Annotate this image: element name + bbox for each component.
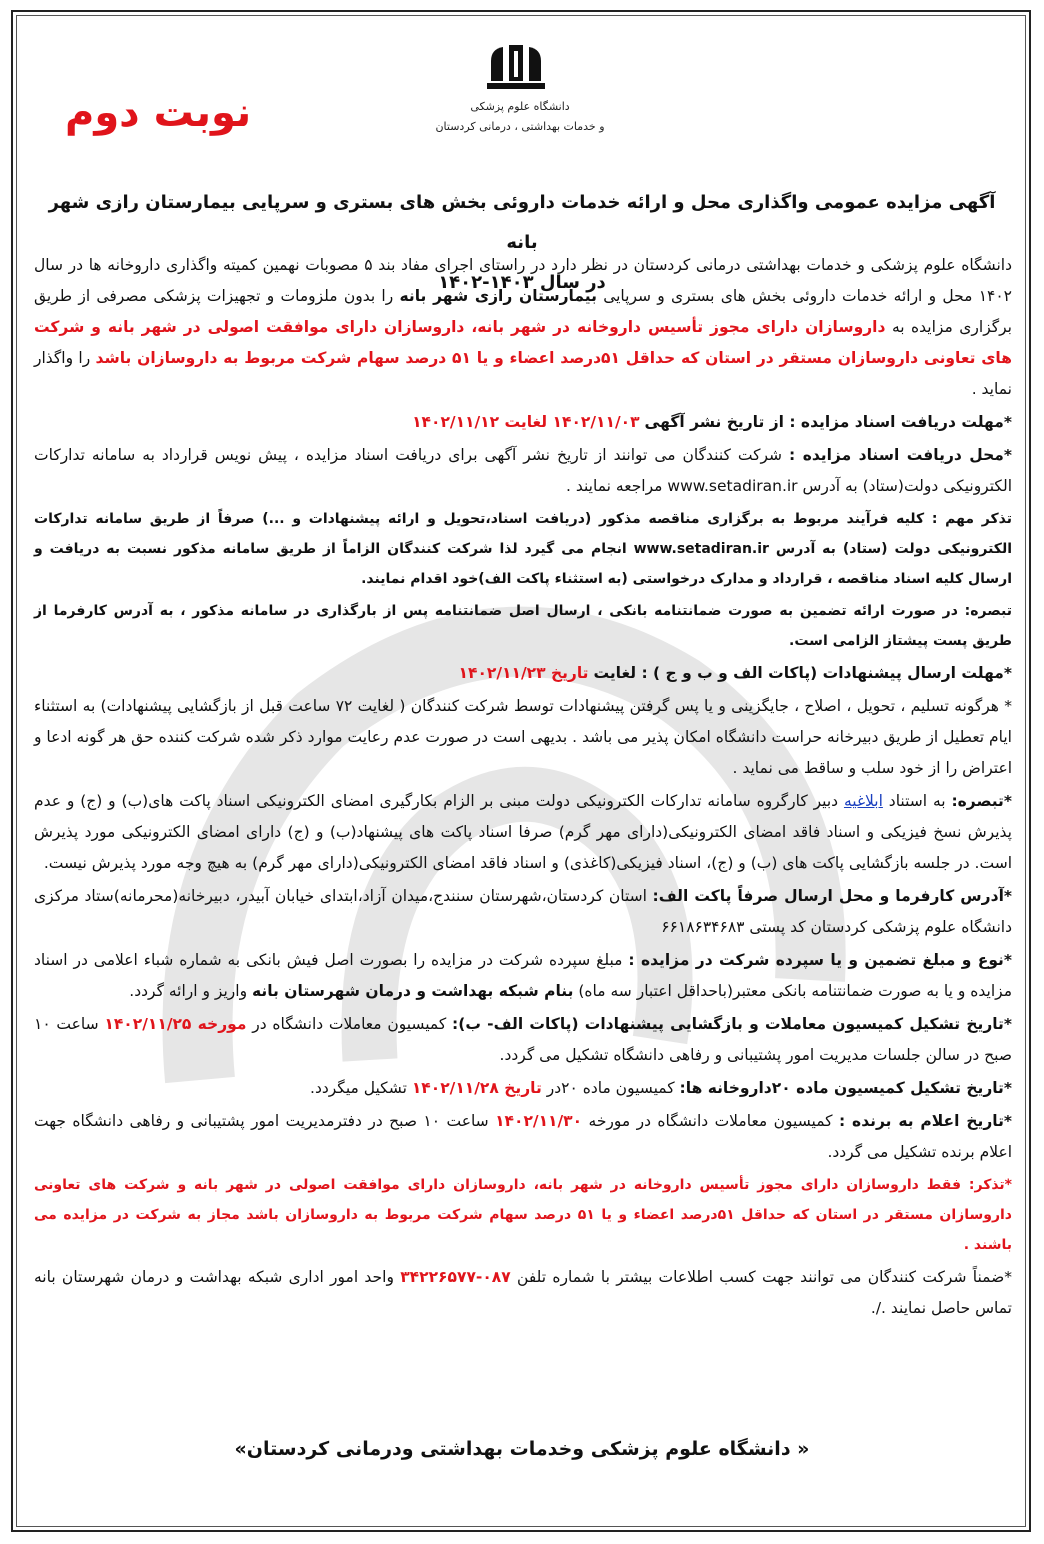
title-line2: در سال ۱۴۰۳-۱۴۰۲ [438, 272, 606, 293]
commission-label: *تاریخ تشکیل کمیسیون معاملات و بازگشایی پیشنهادات (پاکات الف- ب): [452, 1015, 1012, 1033]
winner-paragraph [34, 1106, 1012, 1168]
intro-text: دانشگاه علوم پزشکی و خدمات بهداشتی درمانی کردستان در نظر دارد در راستای اجرای مفاد بند ۵ مصوبات نهمین کمیته واگذاری داروخانه ها در سال ۱۴۰۲ محل و ارائه خدمات داروئی بخش های بستری و سرپایی [34, 256, 1012, 305]
header [0, 35, 1044, 145]
university-logo-icon [485, 43, 547, 91]
note2-pre: به استناد [888, 792, 946, 810]
directive-link[interactable]: ابلاغیه [843, 792, 883, 810]
commission-date: مورخه ۱۴۰۲/۱۱/۲۵ [104, 1015, 247, 1033]
delivery-paragraph: * هرگونه تسلیم ، تحویل ، اصلاح ، جایگزینی و یا پس گرفتن پیشنهادات توسط شرکت کنندگان ( لغایت ۷۲ ساعت قبل از بازگشایی پیشنهادات) به استثناء ایام تعطیل از طریق دبیرخانه حراست دانشگاه امکان پذیر می باشد . بدیهی است در صورت عدم رعایت موارد ذکر شده شرکت کننده حق هر گونه ادعا و اعتراض را از خود سلب و ساقط می نماید . [34, 697, 1013, 777]
commission20-label: *تاریخ تشکیل کمیسیون ماده ۲۰داروخانه ها: [679, 1079, 1012, 1097]
commission20-paragraph [34, 1073, 1012, 1104]
commission20-pre: کمیسیون ماده ۲۰در [546, 1079, 675, 1097]
winner-label: *تاریخ اعلام به برنده : [838, 1112, 1012, 1130]
deposit-tail: واریز و ارائه گردد. [129, 982, 248, 1000]
deposit-beneficiary: بنام شبکه بهداشت و درمان شهرستان بانه [252, 982, 574, 1000]
announcement-body [34, 250, 1012, 1326]
intro-paragraph [34, 250, 1012, 405]
commission20-tail: تشکیل میگردد. [310, 1079, 407, 1097]
eligibility-highlight: داروسازان دارای مجوز تأسیس داروخانه در شهر بانه، داروسازان دارای موافقت اصولی در شهر بانه و شرکت های تعاونی داروسازان مستقر در استان که حداقل ۵۱درصد اعضاء و یا ۵۱ درصد سهام شرکت مربوط به داروسازان باشد [34, 318, 1012, 367]
deposit-text: مبلغ سپرده شرکت در مزایده را بصورت اصل فیش بانکی به شماره شباء اعلامی در اسناد مزایده و یا به صورت ضمانتنامه بانکی معتبر(باحداقل اعتبار سه ماه) [34, 951, 1012, 1000]
contact-pre: *ضمناً شرکت کنندگان می توانند جهت کسب اطلاعات بیشتر با شماره تلفن [517, 1268, 1012, 1286]
footer-signature: « دانشگاه علوم پزشکی وخدمات بهداشتی ودرمانی کردستان» [234, 1438, 810, 1460]
docs-deadline [34, 407, 1012, 438]
commission-paragraph [34, 1009, 1012, 1071]
round-label: نوبت دوم [65, 90, 252, 136]
hospital-name: بیمارستان رازی شهر بانه [399, 287, 597, 305]
address-text: استان کردستان،شهرستان سنندج،میدان آزاد،ابتدای خیابان آبیدر، دبیرخانه(محرمانه)ستاد مرکزی دانشگاه علوم پزشکی کردستان کد پستی ۶۶۱۸۶۳۴۶۸۳ [34, 887, 1012, 936]
offers-deadline-label: *مهلت ارسال پیشنهادات (پاکات الف و ب و ج ) : لغایت [593, 664, 1012, 682]
winner-date: ۱۴۰۲/۱۱/۳۰ [495, 1112, 583, 1130]
intro-text-2: را بدون ملزومات و تجهیزات پزشکی مصرفی از طریق برگزاری مزایده به [34, 287, 1012, 336]
offers-deadline-value: تاریخ ۱۴۰۲/۱۱/۲۳ [458, 664, 589, 682]
eligibility-warning: *تذکر: فقط داروسازان دارای مجوز تأسیس داروخانه در شهر بانه، داروسازان دارای موافقت اصولی در شهر بانه و شرکت های تعاونی داروسازان مستقر در استان که حداقل ۵۱درصد اعضاء و یا ۵۱ درصد سهام شرکت مربوط به داروسازان باشد مجاز به شرکت در مزایده می باشند . [34, 1177, 1012, 1253]
logo-caption [420, 97, 620, 137]
address-paragraph [34, 881, 1012, 943]
intro-text-3: را واگذار نماید . [34, 349, 1012, 398]
offers-deadline [34, 658, 1012, 689]
commission-pre: کمیسیون معاملات دانشگاه در [252, 1015, 447, 1033]
commission20-date: تاریخ ۱۴۰۲/۱۱/۲۸ [411, 1079, 542, 1097]
logo-caption-line1: دانشگاه علوم پزشکی [470, 100, 570, 113]
winner-text: ساعت ۱۰ صبح در دفترمدیریت امور پشتیبانی و رفاهی دانشگاه جهت اعلام برنده تشکیل می گردد. [34, 1112, 1012, 1161]
deposit-paragraph [34, 945, 1012, 1007]
contact-text: واحد امور اداری شبکه بهداشت و درمان شهرستان بانه تماس حاصل نمایند ./. [34, 1268, 1012, 1317]
docs-place-label: *محل دریافت اسناد مزایده : [789, 446, 1012, 464]
docs-deadline-label: *مهلت دریافت اسناد مزایده : از تاریخ نشر آگهی [644, 413, 1012, 431]
note2-text: دبیر کارگروه سامانه تدارکات الکترونیکی دولت مبنی بر الزام بکارگیری امضای الکترونیکی اسناد پاکت های(ب) و (ج) و عدم پذیرش نسخ فیزیکی و اسناد فاقد امضای الکترونیکی(دارای مهر گرم) صرفا اسناد پاکت های پیشنهاد(ب) و (ج) دارای امضای الکترونیکی مورد پذیرش است. در جلسه بازگشایی پاکت های (ب) و (ج)، اسناد فیزیکی(کاغذی) و اسناد فاقد امضای الکترونیکی(دارای مهر گرم) به هیچ وجه مورد پذیرش نیست. [34, 792, 1012, 872]
guarantee-note: تبصره: در صورت ارائه تضمین به صورت ضمانتنامه بانکی ، ارسال اصل ضمانتنامه پس از بارگذاری در سامانه مذکور ، به آدرس کارفرما از طریق پست پیشتاز الزامی است. [34, 603, 1012, 649]
deposit-label: *نوع و مبلغ تضمین و یا سپرده شرکت در مزایده : [628, 951, 1012, 969]
winner-pre: کمیسیون معاملات دانشگاه در مورخه [588, 1112, 833, 1130]
note2-paragraph [34, 786, 1012, 879]
contact-paragraph [34, 1262, 1012, 1324]
docs-deadline-value: ۱۴۰۲/۱۱/۰۳ لغایت ۱۴۰۲/۱۱/۱۲ [412, 413, 640, 431]
note2-label: *تبصره: [951, 792, 1012, 810]
docs-place-text: شرکت کنندگان می توانند از تاریخ نشر آگهی برای دریافت اسناد مزایده ، پیش نویس قرارداد به سامانه تدارکات الکترونیکی دولت(ستاد) به آدرس www.setadiran.ir مراجعه نمایند . [34, 446, 1012, 495]
logo-caption-line2: و خدمات بهداشتی ، درمانی کردستان [435, 120, 605, 133]
address-label: *آدرس کارفرما و محل ارسال صرفاً پاکت الف: [652, 887, 1012, 905]
title-line1: آگهی مزایده عمومی واگذاری محل و ارائه خدمات داروئی بخش های بستری و سرپایی بیمارستان رازی شهر بانه [48, 192, 996, 253]
commission-text: ساعت ۱۰ صبح در سالن جلسات مدیریت امور پشتیبانی و رفاهی دانشگاه تشکیل می گردد. [34, 1015, 1012, 1064]
docs-place [34, 440, 1012, 502]
important-note: تذکر مهم : کلیه فرآیند مربوط به برگزاری مناقصه مذکور (دریافت اسناد،تحویل و ارائه پیشنهادات و ...) صرفاً از طریق سامانه تدارکات الکترونیکی دولت (ستاد) به آدرس www.setadiran.ir انجام می گیرد لذا شرکت کنندگان الزاماً از طریق سامانه مذکور نسبت به دریافت و ارسال کلیه اسناد مناقصه ، قرارداد و مدارک درخواستی (به استثناء پاکت الف)خود اقدام نمایند. [34, 511, 1013, 587]
contact-phone: ۰۸۷-۳۴۲۲۶۵۷۷ [400, 1268, 511, 1286]
